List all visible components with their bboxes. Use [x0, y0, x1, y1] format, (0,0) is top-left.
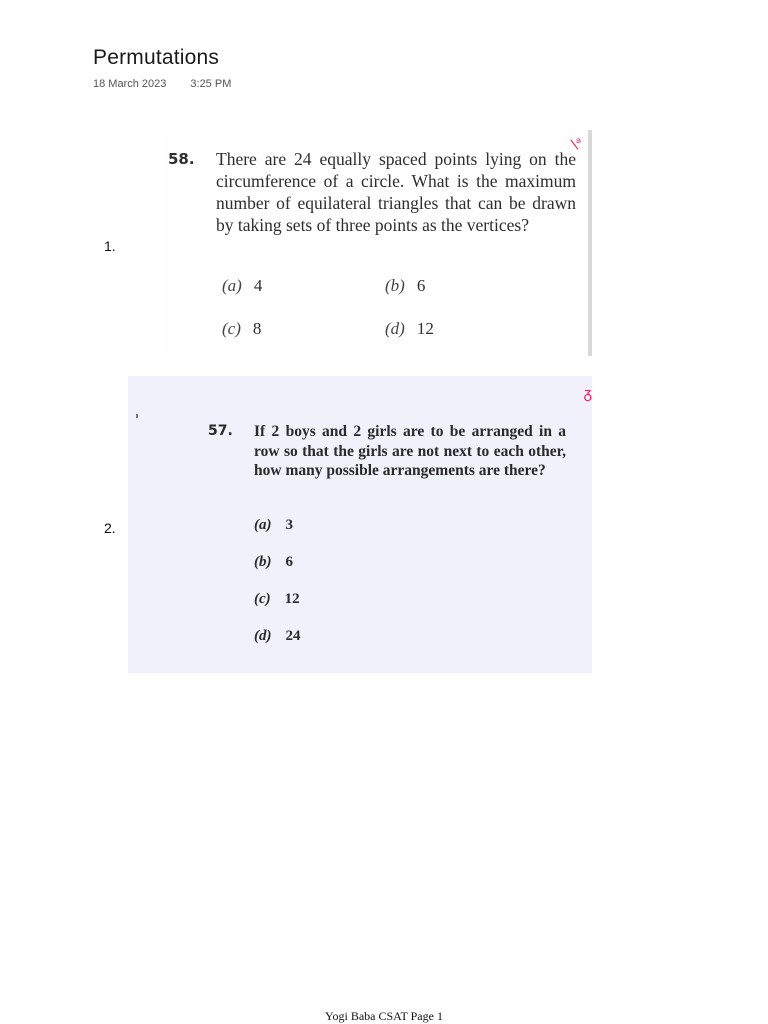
option-value: 24: [285, 628, 301, 644]
option-c: [222, 319, 261, 339]
option-a: [254, 517, 293, 534]
option-label: (d): [385, 319, 405, 338]
question-number: 57.: [208, 423, 233, 439]
note-date: 18 March 2023: [93, 78, 167, 90]
list-number-1: 1.: [104, 238, 116, 254]
option-value: 4: [253, 276, 263, 295]
option-c: [254, 591, 300, 608]
speck-mark: [136, 414, 138, 418]
question-text: There are 24 equally spaced points lying on the circumference of a circle. What is the maximum number of equilateral triangles that can be drawn by taking sets of three points as the vertices?: [216, 149, 576, 235]
option-b: [385, 276, 425, 296]
clip-edge-divider: [588, 130, 592, 356]
option-label: (b): [254, 554, 272, 570]
option-label: (d): [254, 628, 272, 644]
option-value: 6: [416, 276, 426, 295]
option-label: (a): [222, 276, 242, 295]
annotation-mark-icon: \ᵃ: [569, 134, 585, 154]
note-time: 3:25 PM: [190, 78, 232, 90]
question-clip-2: [128, 376, 592, 673]
list-number-2: 2.: [104, 520, 116, 536]
note-meta: [93, 78, 231, 90]
option-d: [385, 319, 434, 339]
option-value: 8: [252, 319, 262, 338]
question-number: 58.: [168, 150, 195, 168]
option-label: (c): [254, 591, 271, 607]
option-value: 6: [285, 554, 293, 570]
annotation-mark-icon: ᵹ: [583, 384, 592, 402]
option-label: (b): [385, 276, 405, 295]
question-text: If 2 boys and 2 girls are to be arranged in a row so that the girls are not next to each other, how many possible arrangements are there?: [254, 423, 566, 479]
option-b: [254, 554, 293, 571]
page-title: Permutations: [93, 46, 220, 69]
page-footer: Yogi Baba CSAT Page 1: [325, 1009, 443, 1023]
option-a: [222, 276, 262, 296]
question-clip-1: [162, 130, 592, 356]
option-label: (c): [222, 319, 241, 338]
option-value: 3: [285, 517, 293, 533]
option-label: (a): [254, 517, 272, 533]
option-d: [254, 628, 301, 645]
option-value: 12: [284, 591, 300, 607]
option-value: 12: [416, 319, 434, 338]
